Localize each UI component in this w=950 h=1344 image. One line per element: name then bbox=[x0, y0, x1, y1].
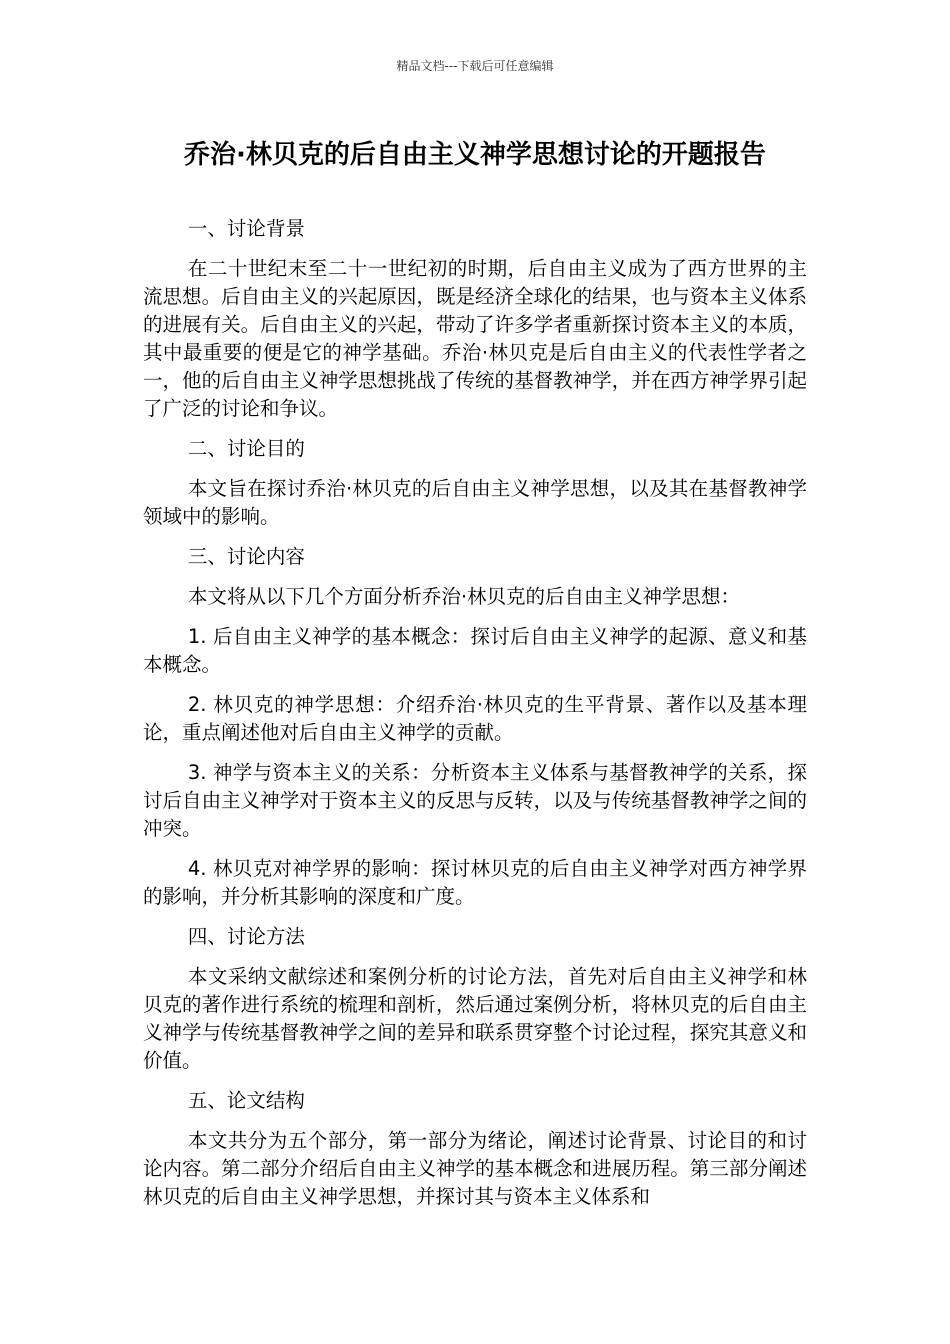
paragraph-background: 在二十世纪末至二十一世纪初的时期，后自由主义成为了西方世界的主流思想。后自由主义的兴起原因，既是经济全球化的结果，也与资本主义体系的进展有关。后自由主义的兴起，带动了许多学者重新探讨资本主义的本质，其中最重要的便是它的神学基础。乔治·林贝克是后自由主义的代表性学者之一，他的后自由主义神学思想挑战了传统的基督教神学，并在西方神学界引起了广泛的讨论和争议。 bbox=[143, 257, 807, 420]
list-item-content-4: 4. 林贝克对神学界的影响：探讨林贝克的后自由主义神学对西方神学界的影响，并分析其影响的深度和广度。 bbox=[143, 857, 807, 908]
section-heading-method: 四、讨论方法 bbox=[187, 925, 305, 948]
paragraph-purpose: 本文旨在探讨乔治·林贝克的后自由主义神学思想，以及其在基督教神学领域中的影响。 bbox=[143, 477, 807, 528]
section-heading-background: 一、讨论背景 bbox=[187, 217, 305, 240]
page-header-note: 精品文档---下载后可任意编辑 bbox=[396, 59, 554, 73]
section-heading-content: 三、讨论内容 bbox=[187, 545, 305, 568]
document-title: 乔治·林贝克的后自由主义神学思想讨论的开题报告 bbox=[184, 140, 766, 170]
list-item-content-2: 2. 林贝克的神学思想：介绍乔治·林贝克的生平背景、著作以及基本理论，重点阐述他对后自由主义神学的贡献。 bbox=[143, 693, 807, 744]
document-body bbox=[143, 215, 807, 1223]
paragraph-content-intro: 本文将从以下几个方面分析乔治·林贝克的后自由主义神学思想： bbox=[187, 585, 741, 608]
section-heading-structure: 五、论文结构 bbox=[187, 1089, 305, 1112]
paragraph-method: 本文采纳文献综述和案例分析的讨论方法，首先对后自由主义神学和林贝克的著作进行系统的梳理和剖析，然后通过案例分析，将林贝克的后自由主义神学与传统基督教神学之间的差异和联系贯穿整个讨论过程，探究其意义和价值。 bbox=[143, 965, 807, 1072]
section-heading-purpose: 二、讨论目的 bbox=[187, 437, 305, 460]
list-item-content-3: 3. 神学与资本主义的关系：分析资本主义体系与基督教神学的关系，探讨后自由主义神学对于资本主义的反思与反转，以及与传统基督教神学之间的冲突。 bbox=[143, 761, 807, 840]
paragraph-structure: 本文共分为五个部分，第一部分为绪论，阐述讨论背景、讨论目的和讨论内容。第二部分介绍后自由主义神学的基本概念和进展历程。第三部分阐述林贝克的后自由主义神学思想，并探讨其与资本主义体系和 bbox=[143, 1129, 807, 1208]
list-item-content-1: 1. 后自由主义神学的基本概念：探讨后自由主义神学的起源、意义和基本概念。 bbox=[143, 625, 807, 676]
